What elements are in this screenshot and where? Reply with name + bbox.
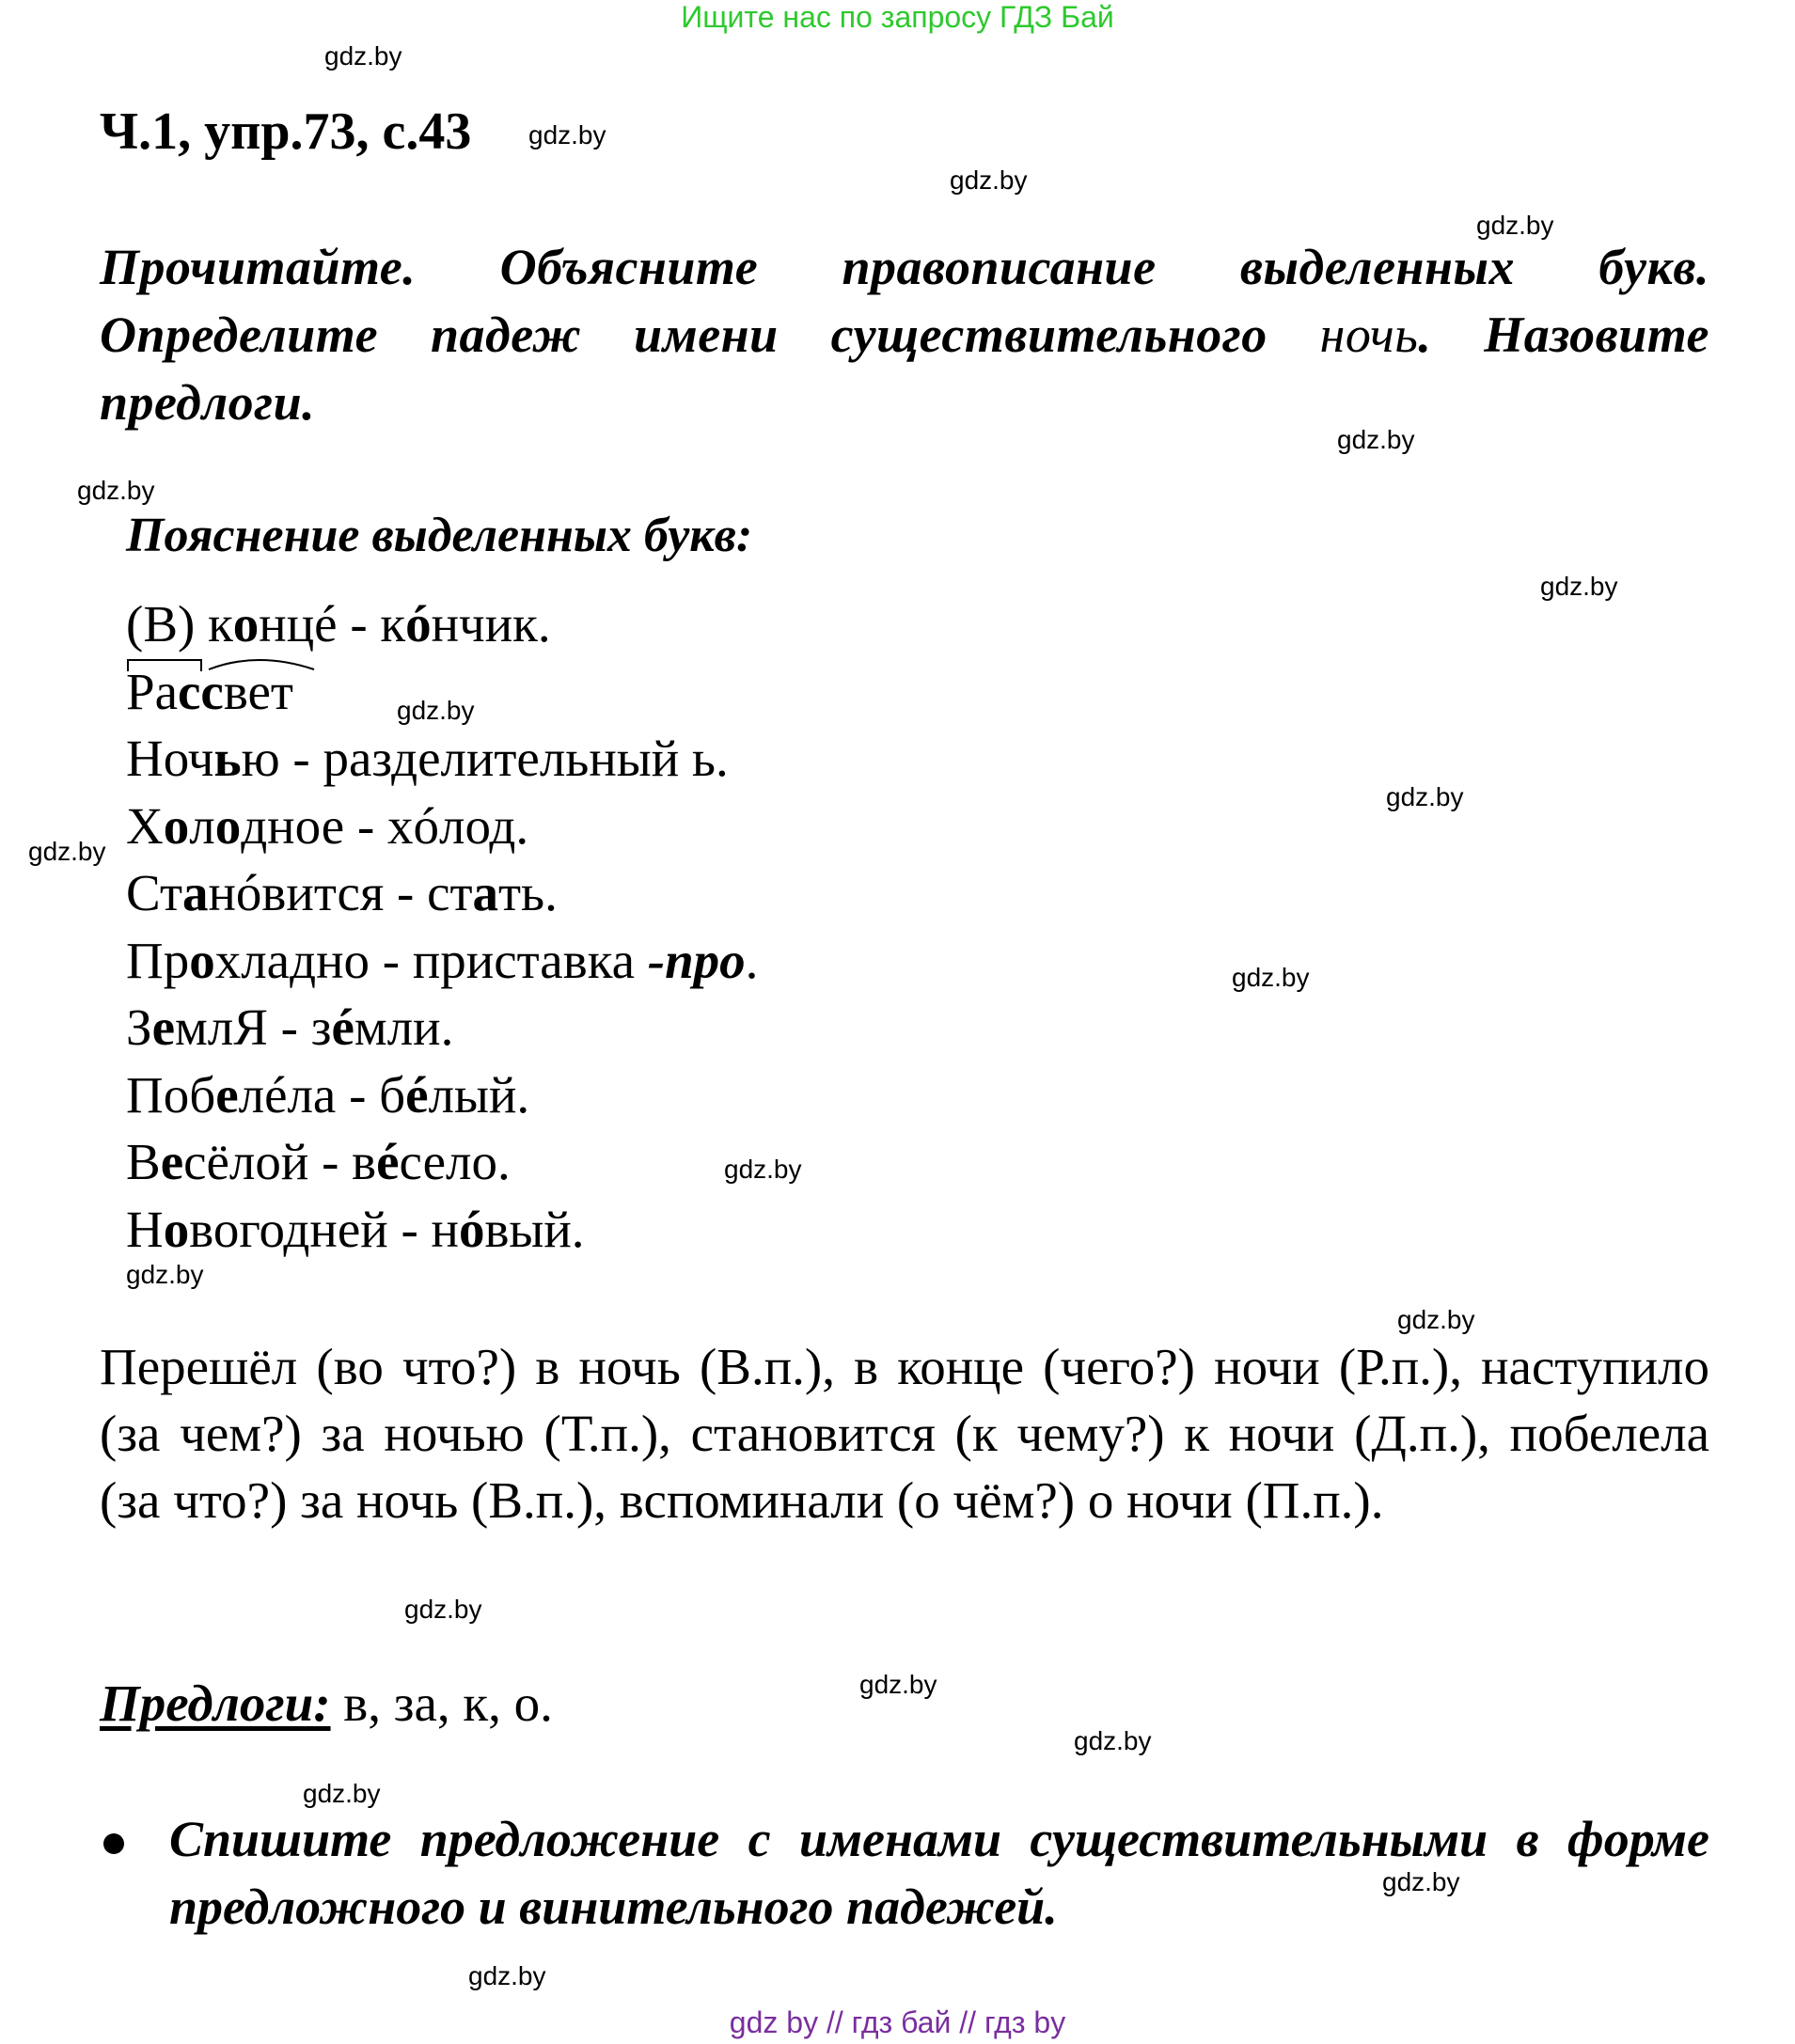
watermark: gdz.by	[1074, 1726, 1152, 1755]
explanation-line: Новогодней - нóвый.	[126, 1200, 585, 1258]
prepositions-value: в, за, к, о.	[330, 1675, 553, 1732]
watermark: gdz.by	[528, 120, 606, 149]
exercise-title: Ч.1, упр.73, с.43	[100, 102, 472, 161]
prepositions-label: Предлоги:	[100, 1675, 331, 1732]
explanation-heading: Пояснение выделенных букв:	[126, 509, 753, 562]
explanation-line: ЗемлЯ - зéмли.	[126, 998, 454, 1056]
explanation-line: Побелéла - бéлый.	[126, 1065, 530, 1124]
explanation-line: Ночью - разделительный ь.	[126, 730, 729, 787]
morpheme-marked-word: Рассвет	[126, 658, 293, 726]
cases-paragraph: Перешёл (во что?) в ночь (В.п.), в конце (чего?) ночи (Р.п.), наступило (за чем?) за ночью (Т.п.), становится (к чему?) к ночи (Д.п.), побелела (за что?) за ночь (В.п.), вспоминали (о чём?) о ночи (П.п.).	[100, 1338, 1709, 1529]
final-task: Спишите предложение с именами существительными в форме предложного и винительного падежей.	[169, 1811, 1709, 1935]
watermark: gdz.by	[126, 1260, 204, 1289]
watermark: gdz.by	[324, 41, 402, 71]
watermark: gdz.by	[1382, 1867, 1460, 1896]
explanation-list	[126, 590, 758, 1263]
task-part2: . Назовите предлоги.	[100, 307, 1709, 431]
watermark: gdz.by	[950, 165, 1028, 195]
watermark: gdz.by	[77, 476, 155, 505]
watermark: gdz.by	[397, 696, 475, 725]
explanation-line: Прохладно - приставка -про.	[126, 931, 759, 989]
task-word: ночь	[1319, 307, 1419, 363]
explanation-line: Весёлой - вéсело.	[126, 1133, 511, 1190]
watermark: gdz.by	[303, 1779, 381, 1808]
top-banner: Ищите нас по запросу ГДЗ Бай	[681, 0, 1114, 34]
watermark: gdz.by	[724, 1155, 802, 1184]
watermark: gdz.by	[859, 1670, 937, 1699]
task-instructions	[100, 233, 1709, 436]
watermark: gdz.by	[1386, 782, 1464, 811]
explanation-line: Станóвится - стать.	[126, 864, 558, 921]
watermark: gdz.by	[28, 837, 106, 866]
bullet-icon	[103, 1833, 124, 1854]
prepositions-line	[100, 1674, 553, 1734]
watermark: gdz.by	[1232, 963, 1310, 992]
explanation-line: (В) концé - кóнчик.	[126, 595, 551, 653]
watermark: gdz.by	[404, 1595, 482, 1624]
watermark: gdz.by	[1540, 572, 1618, 601]
explanation-line: Холодное - хóлод.	[126, 796, 529, 855]
footer-links: gdz by // гдз бай // гдз by	[729, 2005, 1066, 2039]
morpheme-marks	[126, 653, 323, 675]
task-part1: Прочитайте. Объясните правописание выделенных букв. Определите падеж имени существительного	[100, 239, 1709, 363]
watermark: gdz.by	[1337, 425, 1415, 454]
watermark: gdz.by	[468, 1961, 546, 1990]
watermark: gdz.by	[1397, 1305, 1475, 1334]
watermark: gdz.by	[1476, 211, 1554, 240]
